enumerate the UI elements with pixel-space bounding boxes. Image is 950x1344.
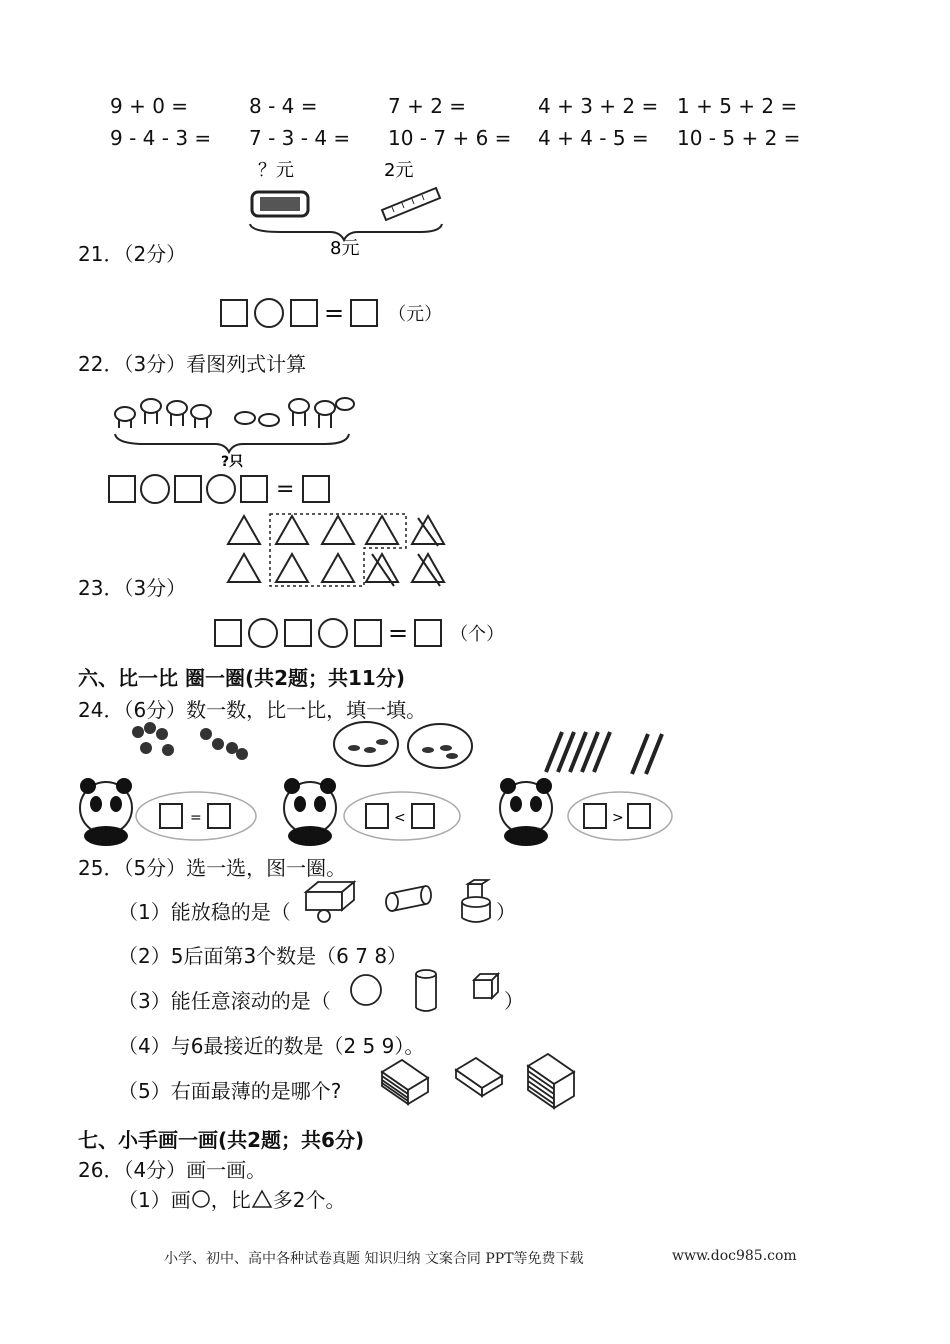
cylinder-icon [416, 970, 436, 1011]
operator-circle[interactable] [318, 618, 348, 648]
equation: 4 + 3 + 2 = [538, 94, 659, 118]
operator-circle[interactable] [254, 298, 284, 328]
price-figure [240, 152, 470, 262]
q26-item-1 [118, 1184, 345, 1213]
q21-answer-template [220, 298, 442, 328]
section-6-title: 六、比一比 圈一圈(共2题；共11分) [78, 666, 405, 690]
item-text: （1）能放稳的是（ [118, 900, 291, 924]
triangle-icon [251, 1189, 273, 1209]
circle-icon [191, 1189, 211, 1209]
answer-box [628, 804, 650, 828]
footer-url[interactable]: www.doc985.com [672, 1248, 797, 1264]
answer-box[interactable] [220, 299, 248, 327]
answer-box [366, 804, 388, 828]
equation: 7 + 2 = [388, 94, 467, 118]
fish-bowl-icon [334, 722, 472, 768]
panda-compare-figure [76, 718, 676, 846]
deer-group-left-icon [115, 399, 211, 428]
item-text: ，比 [210, 1188, 251, 1212]
equals-sign: = [388, 619, 409, 647]
q25-item-3: （3）能任意滚动的是（ [118, 989, 331, 1013]
answer-box[interactable] [284, 619, 312, 647]
equation: 9 + 0 = [110, 94, 189, 118]
item-text: 多2个。 [272, 1188, 346, 1212]
unknown-count-label: ?只 [221, 454, 244, 470]
total-price-label: 8元 [330, 238, 360, 259]
equation: 10 - 7 + 6 = [388, 126, 512, 150]
operator-circle[interactable] [140, 474, 170, 504]
equation: 8 - 4 = [249, 94, 318, 118]
question-26-label: 26．（4分）画一画。 [78, 1158, 267, 1182]
q23-answer-template [214, 618, 504, 648]
answer-box[interactable] [290, 299, 318, 327]
question-24-label: 24．（6分）数一数，比一比，填一填。 [78, 698, 427, 722]
ball-icon [351, 975, 381, 1005]
equals-sign: = [324, 299, 345, 327]
book-stack-icon [382, 1060, 428, 1104]
answer-box[interactable] [214, 619, 242, 647]
panda-icon [80, 778, 132, 846]
compare-symbol: > [612, 810, 624, 826]
item-text: ） [496, 900, 516, 924]
equation: 4 + 4 - 5 = [538, 126, 649, 150]
q25-item-2: （2）5后面第3个数是（6 7 8） [118, 944, 408, 968]
answer-box[interactable] [302, 475, 330, 503]
q22-answer-template [108, 474, 330, 504]
equals-sign: = [276, 476, 295, 502]
answer-box [208, 804, 230, 828]
answer-box [412, 804, 434, 828]
q25-item-5: （5）右面最薄的是哪个? [118, 1079, 342, 1103]
answer-box [584, 804, 606, 828]
footer-text: 小学、初中、高中各种试卷真题 知识归纳 文案合同 PPT等免费下载 [164, 1251, 584, 1267]
unknown-price-label: ？元 [258, 160, 294, 181]
cube-icon [474, 974, 498, 998]
item-text: ） [504, 989, 524, 1013]
q25-item-1 [118, 896, 291, 925]
deer-group-right-icon [235, 398, 354, 428]
pencil-icon [546, 732, 662, 774]
shape-options[interactable] [346, 966, 506, 1016]
section-7-title: 七、小手画一画(共2题；共6分) [78, 1128, 365, 1152]
ruler-icon [382, 188, 440, 220]
cube-on-cylinder-icon [462, 880, 490, 922]
answer-box[interactable] [350, 299, 378, 327]
equation: 7 - 3 - 4 = [249, 126, 351, 150]
ruler-price-label: 2元 [384, 160, 414, 181]
answer-box[interactable] [108, 475, 136, 503]
equation: 1 + 5 + 2 = [677, 94, 798, 118]
question-22-label: 22．（3分）看图列式计算 [78, 352, 307, 376]
compare-symbol: < [394, 810, 406, 826]
equation: 9 - 4 - 3 = [110, 126, 212, 150]
answer-box[interactable] [240, 475, 268, 503]
triangle-figure [222, 510, 452, 592]
thick-book-stack-icon [528, 1054, 574, 1108]
lying-cylinder-icon [386, 886, 431, 911]
question-25-label: 25．（5分）选一选，图一圈。 [78, 856, 347, 880]
brace [115, 434, 349, 452]
question-23-label: 23．（3分） [78, 576, 187, 600]
book-stack-options[interactable] [378, 1052, 578, 1112]
question-21-label: 21．（2分） [78, 242, 187, 266]
unit-label: （个） [450, 624, 505, 645]
operator-circle[interactable] [206, 474, 236, 504]
answer-box[interactable] [354, 619, 382, 647]
cuboid-on-ball-icon [306, 882, 354, 922]
q25-item-4: （4）与6最接近的数是（2 5 9）。 [118, 1034, 425, 1058]
answer-box[interactable] [174, 475, 202, 503]
answer-box [160, 804, 182, 828]
unit-label: （元） [388, 304, 443, 325]
compare-symbol: = [190, 810, 202, 826]
flower-icon [132, 722, 248, 760]
thin-book-icon [456, 1058, 502, 1096]
item-text: （1）画 [118, 1188, 191, 1212]
panda-icon [500, 778, 552, 846]
triangle-icon [228, 516, 444, 582]
equation: 10 - 5 + 2 = [677, 126, 801, 150]
answer-box[interactable] [414, 619, 442, 647]
shape-options[interactable] [300, 878, 500, 924]
panda-icon [284, 778, 336, 846]
operator-circle[interactable] [248, 618, 278, 648]
deer-figure [105, 378, 365, 470]
